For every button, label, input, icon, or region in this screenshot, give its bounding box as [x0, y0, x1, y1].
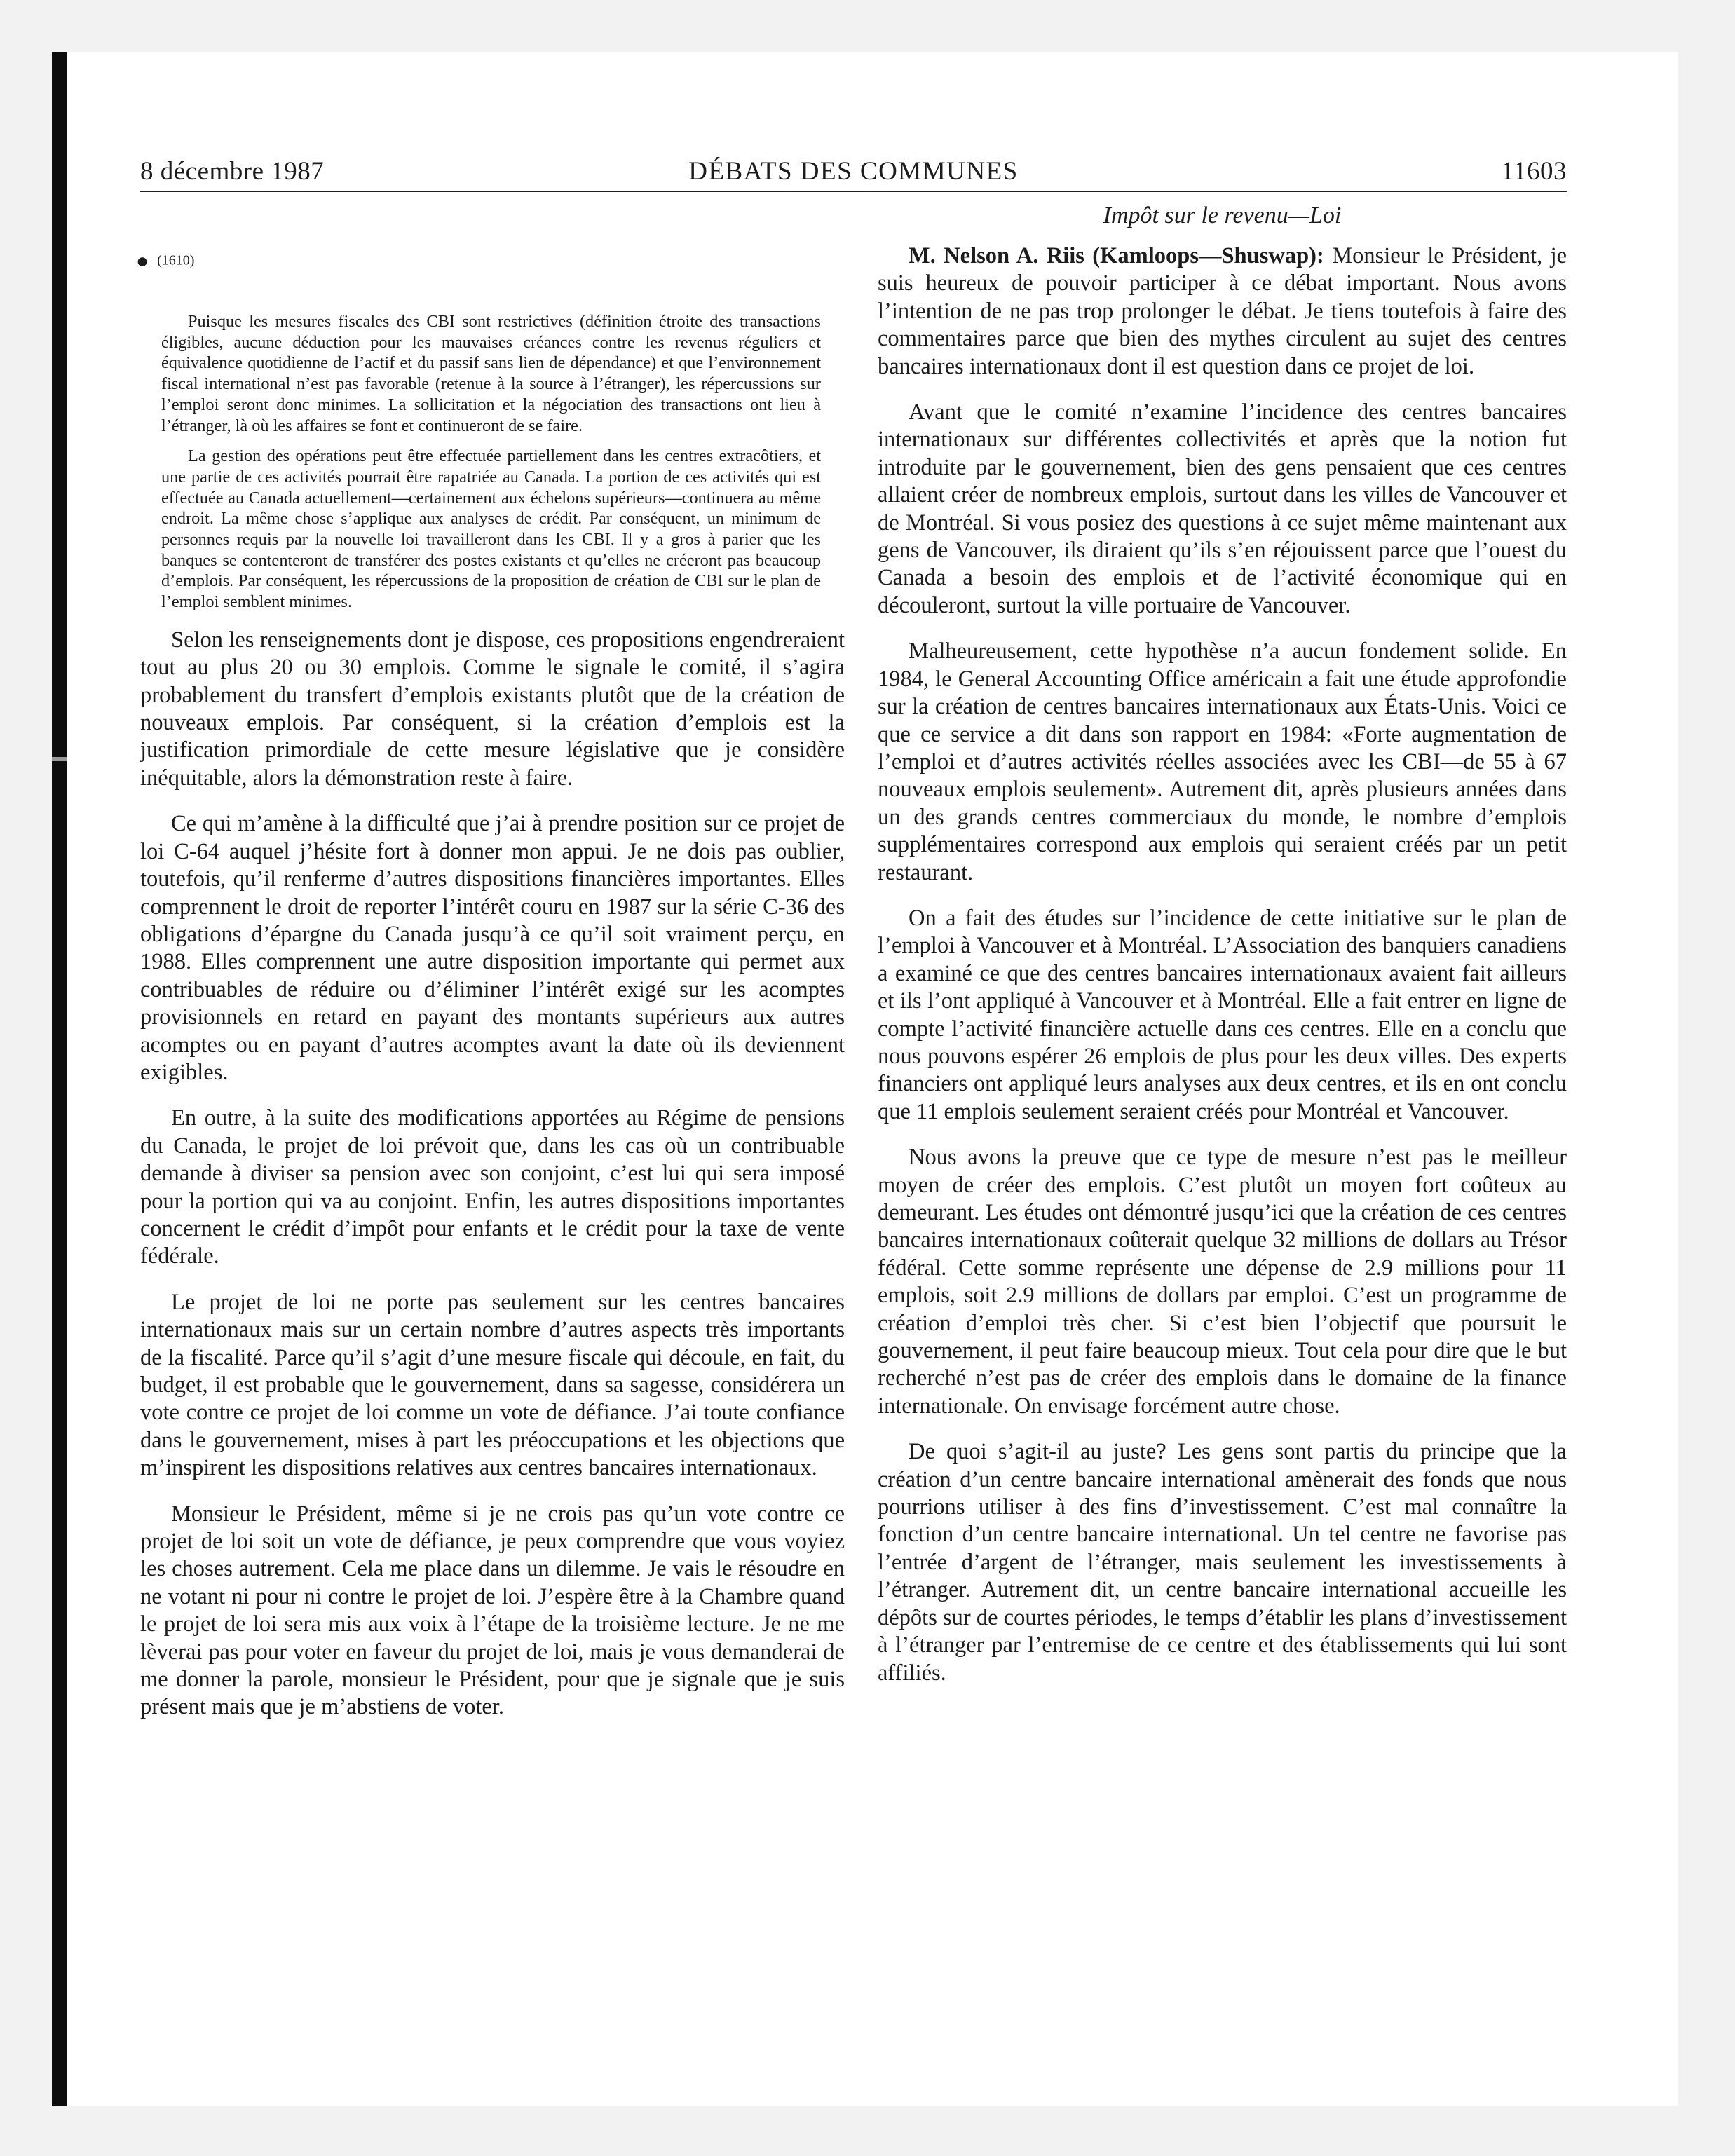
time-marker — [136, 250, 845, 273]
speaker-text: Monsieur le Président, je suis heureux de pouvoir participer à ce débat important. Nous avons l’intention de ne pas trop prolonger le débat. Je tiens toutefois à faire des commentaires parce que bien des mythes circulent au sujet des centres bancaires internationaux dont il est question dans ce projet de loi. — [878, 243, 1567, 379]
right-column — [878, 203, 1567, 1705]
body-paragraph: Nous avons la preuve que ce type de mesure n’est pas le meilleur moyen de créer des emplois. C’est plutôt un moyen fort coûteux au demeurant. Les études ont démontré jusqu’ici que la création de ces centres bancaires internationaux coûterait quelque 32 millions de dollars au Trésor fédéral. Cette somme représente une dépense de 2.9 millions pour 11 emplois, soit 2.9 millions de dollars par emploi. C’est un programme de création d’emploi très cher. Si c’est bien l’objectif que poursuit le gouvernement, il peut faire beaucoup mieux. Tout cela pour dire que le but recherché n’est pas de créer des emplois dans le domaine de la finance internationale. On envisage forcément autre chose. — [878, 1145, 1567, 1419]
section-title: Impôt sur le revenu—Loi — [1103, 203, 1342, 228]
time-marker-text: (1610) — [157, 252, 195, 268]
body-paragraph: Monsieur le Président, même si je ne crois pas qu’un vote contre ce projet de loi soit un vote de défiance, je peux comprendre que vous voyiez les choses autrement. Cela me place dans un dilemme. Je vais le résoudre en ne votant ni pour ni contre le projet de loi. J’espère être à la Chambre quand le projet de loi sera mis aux voix à l’étape de la troisième lecture. Je ne me lèverai pas pour voter en faveur du projet de loi, mais je vous demanderai de me donner la parole, monsieur le Président, pour que je signale que je suis présent mais que je m’abstiens de voter. — [140, 1501, 845, 1720]
body-paragraph: Malheureusement, cette hypothèse n’a aucun fondement solide. En 1984, le General Accounting Office américain a fait une étude approfondie sur la création de centres bancaires internationaux aux États-Unis. Voici ce que ce service a dit dans son rapport en 1984: «Forte augmentation de l’emploi et d’autres activités réelles associées avec les CBI—de 55 à 67 nouveaux emplois seulement». Autrement dit, après plusieurs années dans un des grands centres commerciaux du monde, le nombre d’emplois supplémentaires correspond aux emplois qui seraient créés par un petit restaurant. — [878, 639, 1567, 885]
body-paragraph: En outre, à la suite des modifications apportées au Régime de pensions du Canada, le projet de loi prévoit que, dans les cas où un contribuable demande à diviser sa pension avec son conjoint, c’est lui qui sera imposé pour la portion qui va au conjoint. Enfin, les autres dispositions importantes concernent le crédit d’impôt pour enfants et le crédit pour la taxe de vente fédérale. — [140, 1105, 845, 1269]
speaker-name: M. Nelson A. Riis (Kamloops—Shuswap): — [909, 243, 1324, 268]
page-header — [140, 156, 1567, 192]
speaker-paragraph — [878, 243, 1567, 381]
body-paragraph: Le projet de loi ne porte pas seulement sur les centres bancaires internationaux mais sur un certain nombre d’autres aspects très importants de la fiscalité. Parce qu’il s’agit d’une mesure fiscale qui découle, en fait, du budget, il est probable que le gouvernement, dans sa sagesse, considérera un vote contre ce projet de loi comme un vote de défiance. J’ai toute confiance dans le gouvernement, mises à part les préoccupations et les objections que m’inspirent les dispositions relatives aux centres bancaires internationaux. — [140, 1289, 845, 1481]
header-title: DÉBATS DES COMMUNES — [688, 157, 1019, 186]
bullet-icon: ● — [136, 250, 149, 273]
binding-notch — [52, 757, 67, 761]
body-paragraph: Avant que le comité n’examine l’incidence des centres bancaires internationaux sur différentes collectivités et après que la notion fut introduite par le gouvernement, bien des gens pensaient que ces centres allaient créer de nombreux emplois, surtout dans les villes de Vancouver et de Montréal. Si vous posiez des questions à ce sujet même maintenant aux gens de Vancouver, ils diraient qu’ils s’en réjouissent parce que l’ouest du Canada a besoin des emplois et de l’activité économique qui en découleront, surtout la ville portuaire de Vancouver. — [878, 400, 1567, 618]
body-paragraph: Ce qui m’amène à la difficulté que j’ai à prendre position sur ce projet de loi C-64 auquel j’hésite fort à donner mon appui. Je ne dois pas oublier, toutefois, qu’il renferme d’autres dispositions financières importantes. Elles comprennent le droit de reporter l’intérêt couru en 1987 sur la série C-36 des obligations d’épargne du Canada jusqu’à ce qu’il soit vraiment perçu, en 1988. Elles comprennent une autre disposition importante qui permet aux contribuables de réduire ou d’éliminer l’intérêt exigé sur les acomptes provisionnels en retard en payant des montants supérieurs aux autres acomptes ou en payant d’autres acomptes avant la date où ils deviennent exigibles. — [140, 811, 845, 1085]
quoted-block — [140, 311, 845, 613]
left-column — [136, 203, 845, 1740]
quoted-paragraph: Puisque les mesures fiscales des CBI sont restrictives (définition étroite des transactions éligibles, aucune déduction pour les mauvaises créances contre les revenus réguliers et équivalence quotidienne de l’actif et du passif sans lien de dépendance) et que l’environnement fiscal international n’est pas favorable (retenue à la source à l’étranger), les répercussions sur l’emploi seront donc minimes. La sollicitation et la négociation des transactions ont lieu à l’étranger, là où les affaires se font et continueront de se faire. — [161, 312, 821, 435]
quoted-paragraph: La gestion des opérations peut être effectuée partiellement dans les centres extracôtiers, et une partie de ces activités pourrait être rapatriée au Canada. La portion de ces activités qui est effectuée au Canada actuellement—certainement aux échelons supérieurs—continuera au même endroit. La même chose s’applique aux analyses de crédit. Par conséquent, un minimum de personnes requis par la nouvelle loi travailleront dans les CBI. Il y a gros à parier que les banques se contenteront de transférer des postes existants et qu’elles ne créeront pas beaucoup d’emplois. Par conséquent, les répercussions de la proposition de création de CBI sur le plan de l’emploi semblent minimes. — [161, 446, 821, 612]
binding-edge — [52, 52, 67, 2106]
body-paragraph: Selon les renseignements dont je dispose, ces propositions engendreraient tout au plus 20 ou 30 emplois. Comme le signale le comité, il s’agira probablement du transfert d’emplois existants plutôt que de la création de nouveaux emplois. Par conséquent, si la création d’emplois est la justification primordiale de cette mesure législative que je considère inéquitable, alors la démonstration reste à faire. — [140, 627, 845, 791]
header-page-number: 11603 — [1501, 157, 1567, 186]
header-date: 8 décembre 1987 — [140, 157, 325, 186]
body-paragraph: De quoi s’agit-il au juste? Les gens sont partis du principe que la création d’un centre bancaire international amènerait des fonds que nous pourrions utiliser à des fins d’investissement. C’est mal connaître la fonction d’un centre bancaire international. Un tel centre ne favorise pas l’entrée d’argent de l’étranger, mais seulement les investissements à l’étranger. Autrement dit, un centre bancaire international accueille les dépôts sur de courtes périodes, le temps d’établir les plans d’investissement à l’étranger par l’entremise de ce centre et des établissements qui lui sont affiliés. — [878, 1439, 1567, 1686]
body-paragraph: On a fait des études sur l’incidence de cette initiative sur le plan de l’emploi à Vancouver et à Montréal. L’Association des banquiers canadiens a examiné ce que des centres bancaires internationaux avaient fait ailleurs et ils l’ont appliqué à Vancouver et à Montréal. Elle a fait entrer en ligne de compte l’activité financière actuelle dans ces centres. Elle en a conclu que nous pouvons espérer 26 emplois de plus pour les deux villes. Des experts financiers ont appliqué leurs analyses aux deux centres, et ils en ont conclu que 11 emplois seulement seraient créés pour Montréal et Vancouver. — [878, 905, 1567, 1124]
